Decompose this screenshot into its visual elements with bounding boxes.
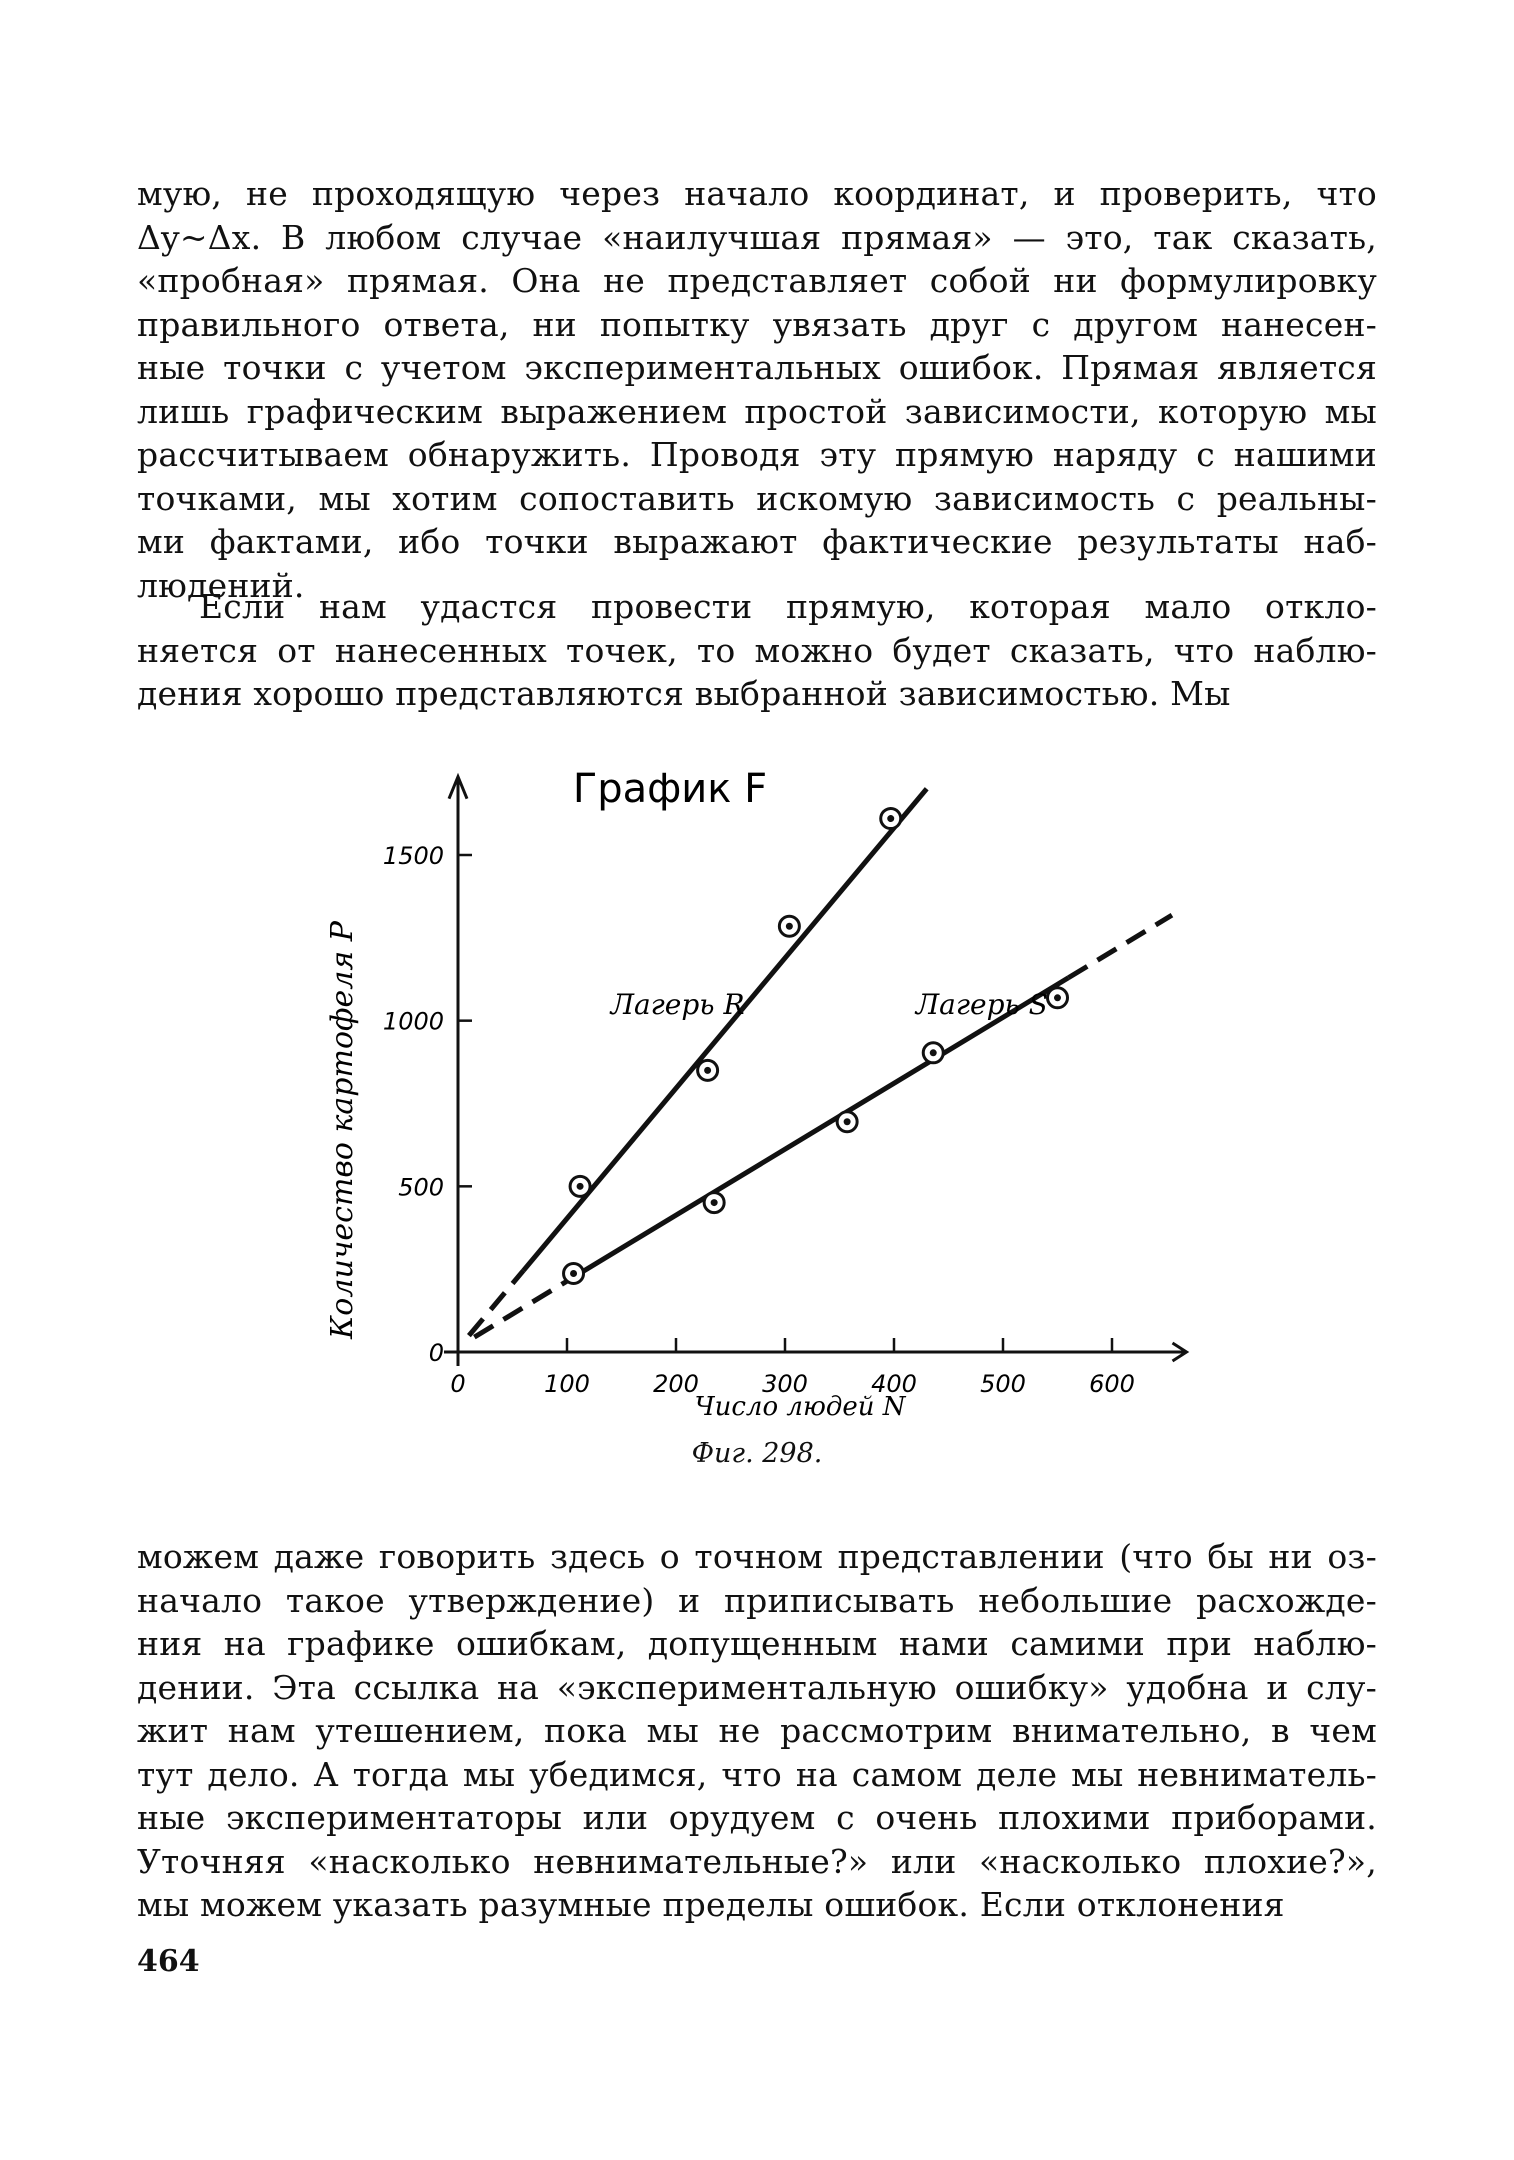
text-line: точками, мы хотим сопоставить искомую зависимость с реальны- — [137, 478, 1377, 518]
text-line: ми фактами, ибо точки выражают фактические результаты наб- — [137, 522, 1377, 561]
chart-fit-lines — [469, 789, 1172, 1337]
y-tick-label: 500 — [398, 1173, 444, 1202]
y-tick-label: 1500 — [382, 842, 444, 870]
text-line: ния на графике ошибкам, допущенным нами самими при наблю- — [137, 1624, 1377, 1663]
chart-axes — [444, 777, 1187, 1366]
series-label-camp-s: Лагерь S — [915, 988, 1048, 1022]
fit-line-dashed-0 — [469, 1271, 524, 1336]
figure-caption: Фиг. 298. — [691, 1438, 823, 1469]
text-line: людений. — [137, 565, 305, 605]
text-line: правильного ответа, ни попытку увязать друг с другом нанесен- — [137, 304, 1377, 344]
text-line: рассчитываем обнаружить. Проводя эту прямую наряду с нашими — [137, 435, 1377, 474]
paragraph-3 — [137, 1535, 1377, 1927]
x-tick-label: 0 — [450, 1370, 466, 1398]
fit-line-dashed-end-1 — [1068, 915, 1172, 978]
text-line: жит нам утешением, пока мы не рассмотрим внимательно, в чем — [137, 1711, 1377, 1750]
chart-graph-f — [300, 750, 1200, 1450]
data-point-dot — [930, 1049, 937, 1056]
y-tick-label: 1000 — [382, 1007, 444, 1036]
text-line: Уточняя «насколько невнимательные?» или «насколько плохие?», — [137, 1841, 1377, 1881]
chart-ticks — [383, 842, 1135, 1398]
x-tick-label: 300 — [762, 1370, 808, 1398]
x-tick-label: 200 — [653, 1370, 699, 1398]
data-point-dot — [844, 1118, 851, 1125]
fit-line-dashed-1 — [474, 1281, 567, 1337]
y-axis-label: Количество картофеля P — [325, 921, 360, 1339]
text-line: начало такое утверждение) и приписывать небольшие расхожде- — [137, 1580, 1377, 1620]
x-tick-label: 100 — [544, 1370, 590, 1398]
data-point-dot — [711, 1199, 718, 1206]
x-tick-label: 400 — [871, 1370, 917, 1398]
y-tick-label: 0 — [428, 1339, 444, 1367]
text-line: ные экспериментаторы или орудуем с очень плохими приборами. — [137, 1798, 1377, 1837]
paragraph-1 — [137, 172, 1377, 607]
data-point-dot — [1054, 994, 1061, 1001]
chart-points — [564, 809, 1068, 1284]
data-point-dot — [704, 1067, 711, 1074]
text-line: ные точки с учетом экспериментальных ошибок. Прямая является — [137, 348, 1377, 387]
text-line: лишь графическим выражением простой зависимости, которую мы — [137, 391, 1377, 431]
text-line: мы можем указать разумные пределы ошибок. Если отклонения — [137, 1885, 1285, 1924]
text-line: дения хорошо представляются выбранной зависимостью. Мы — [137, 674, 1231, 713]
data-point-dot — [786, 923, 793, 930]
data-point-dot — [570, 1270, 577, 1277]
paragraph-2 — [137, 585, 1377, 716]
text-line: няется от нанесенных точек, то можно будет сказать, что наблю- — [137, 630, 1377, 670]
chart-title: График F — [572, 766, 768, 812]
text-line: можем даже говорить здесь о точном представлении (что бы ни оз- — [137, 1537, 1377, 1576]
fit-line-solid-0 — [523, 789, 926, 1271]
x-tick-label: 600 — [1089, 1370, 1135, 1398]
x-axis-label: Число людей N — [694, 1392, 906, 1422]
x-tick-label: 500 — [980, 1370, 1026, 1398]
text-line: тут дело. А тогда мы убедимся, что на самом деле мы невниматель- — [137, 1754, 1377, 1794]
text-line: «пробная» прямая. Она не представляет собой ни формулировку — [137, 261, 1377, 300]
text-line: Если нам удастся провести прямую, которая мало откло- — [199, 587, 1377, 626]
data-point-dot — [577, 1183, 584, 1190]
text-line: Δy~Δx. В любом случае «наилучшая прямая» — это, так сказать, — [137, 217, 1377, 257]
text-line: мую, не проходящую через начало координат, и проверить, что — [137, 174, 1377, 213]
data-point-dot — [887, 815, 894, 822]
series-label-camp-r: Лагерь R — [610, 988, 745, 1022]
text-line: дении. Эта ссылка на «экспериментальную ошибку» удобна и слу- — [137, 1667, 1377, 1707]
page-number: 464 — [137, 1944, 200, 1979]
